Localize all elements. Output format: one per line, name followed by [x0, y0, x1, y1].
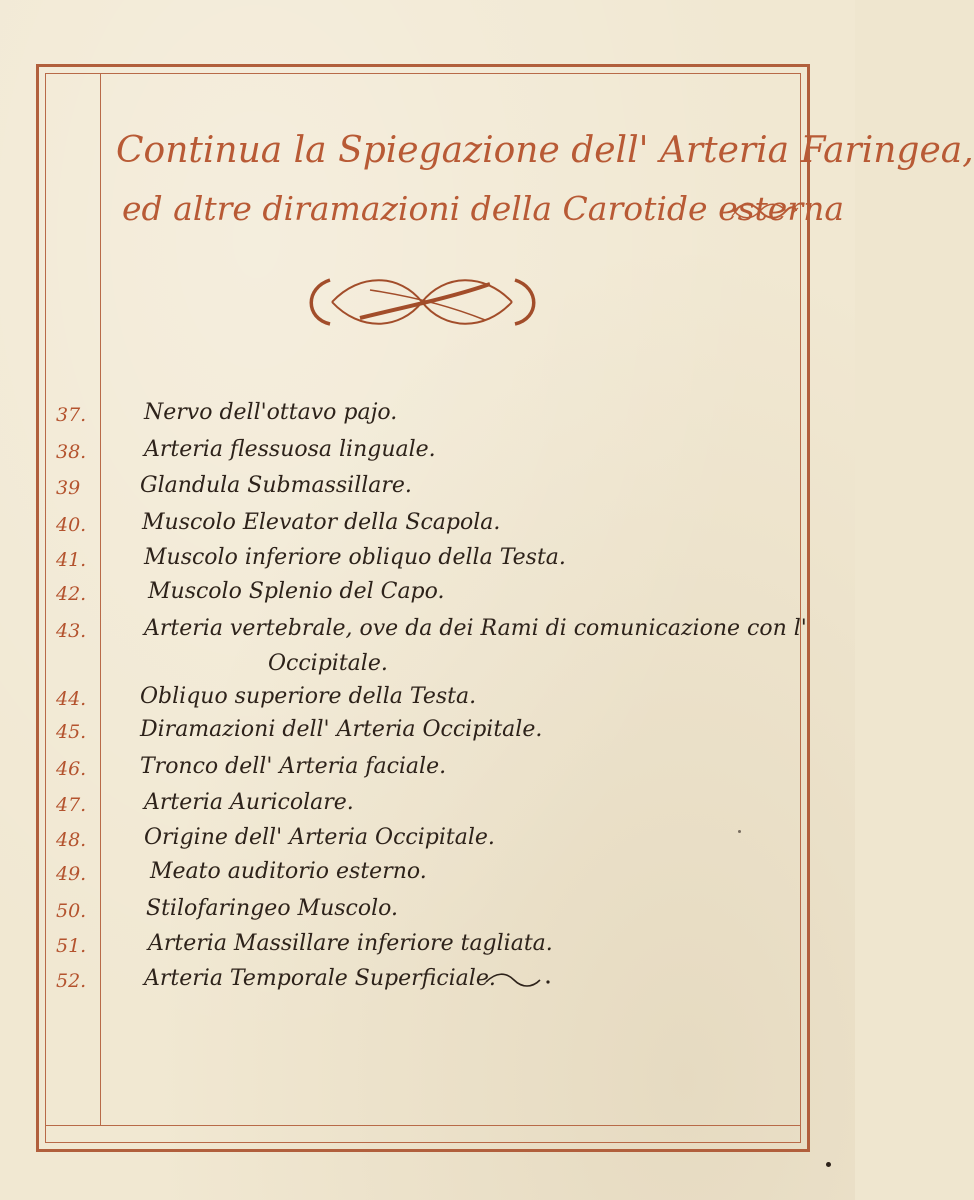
entry-number: 40.: [56, 514, 87, 536]
entry-number: 52.: [56, 970, 87, 992]
entry-number: 41.: [56, 549, 87, 571]
calligraphic-flourish-icon: [300, 268, 545, 338]
margin-rule: [100, 73, 101, 1125]
title-line-1: Continua la Spiegazione dell' Arteria Faringea,: [116, 130, 974, 171]
entry-text-continuation: Occipitale.: [268, 651, 388, 676]
entry-text: Obliquo superiore della Testa.: [140, 684, 477, 709]
entry-number: 50.: [56, 900, 87, 922]
entry-number: 42.: [56, 583, 87, 605]
entry-text: Stilofaringeo Muscolo.: [146, 896, 398, 921]
entry-number: 38.: [56, 441, 87, 463]
entry-text: Glandula Submassillare.: [140, 473, 412, 498]
entry-number: 45.: [56, 721, 87, 743]
entry-text: Diramazioni dell' Arteria Occipitale.: [140, 717, 543, 742]
entry-number: 39: [56, 477, 81, 499]
entry-number: 37.: [56, 404, 87, 426]
entry-number: 43.: [56, 620, 87, 642]
ink-spot: [738, 830, 741, 833]
entry-text: Arteria vertebrale, ove da dei Rami di comunicazione con l': [144, 616, 807, 641]
entry-text: Tronco dell' Arteria faciale.: [140, 754, 447, 779]
ink-spot: [826, 1162, 831, 1167]
entry-text: Nervo dell'ottavo pajo.: [144, 400, 398, 425]
entry-number: 47.: [56, 794, 87, 816]
entry-number: 48.: [56, 829, 87, 851]
entry-text: Meato auditorio esterno.: [150, 859, 427, 884]
title-end-flourish-icon: [730, 200, 800, 222]
entry-text: Arteria flessuosa linguale.: [144, 437, 436, 462]
entry-number: 49.: [56, 863, 87, 885]
entry-text: Arteria Temporale Superficiale.: [144, 966, 496, 991]
entry-text: Arteria Auricolare.: [144, 790, 354, 815]
entry-number: 44.: [56, 688, 87, 710]
line-end-flourish-icon: [484, 970, 554, 990]
entry-number: 51.: [56, 935, 87, 957]
bottom-rule: [45, 1125, 801, 1126]
entry-text: Origine dell' Arteria Occipitale.: [144, 825, 495, 850]
entry-text: Arteria Massillare inferiore tagliata.: [148, 931, 553, 956]
entry-text: Muscolo Elevator della Scapola.: [142, 510, 501, 535]
entry-text: Muscolo inferiore obliquo della Testa.: [144, 545, 566, 570]
entry-text: Muscolo Splenio del Capo.: [148, 579, 445, 604]
entry-number: 46.: [56, 758, 87, 780]
title-line-2: ed altre diramazioni della Carotide esterna: [122, 189, 845, 228]
